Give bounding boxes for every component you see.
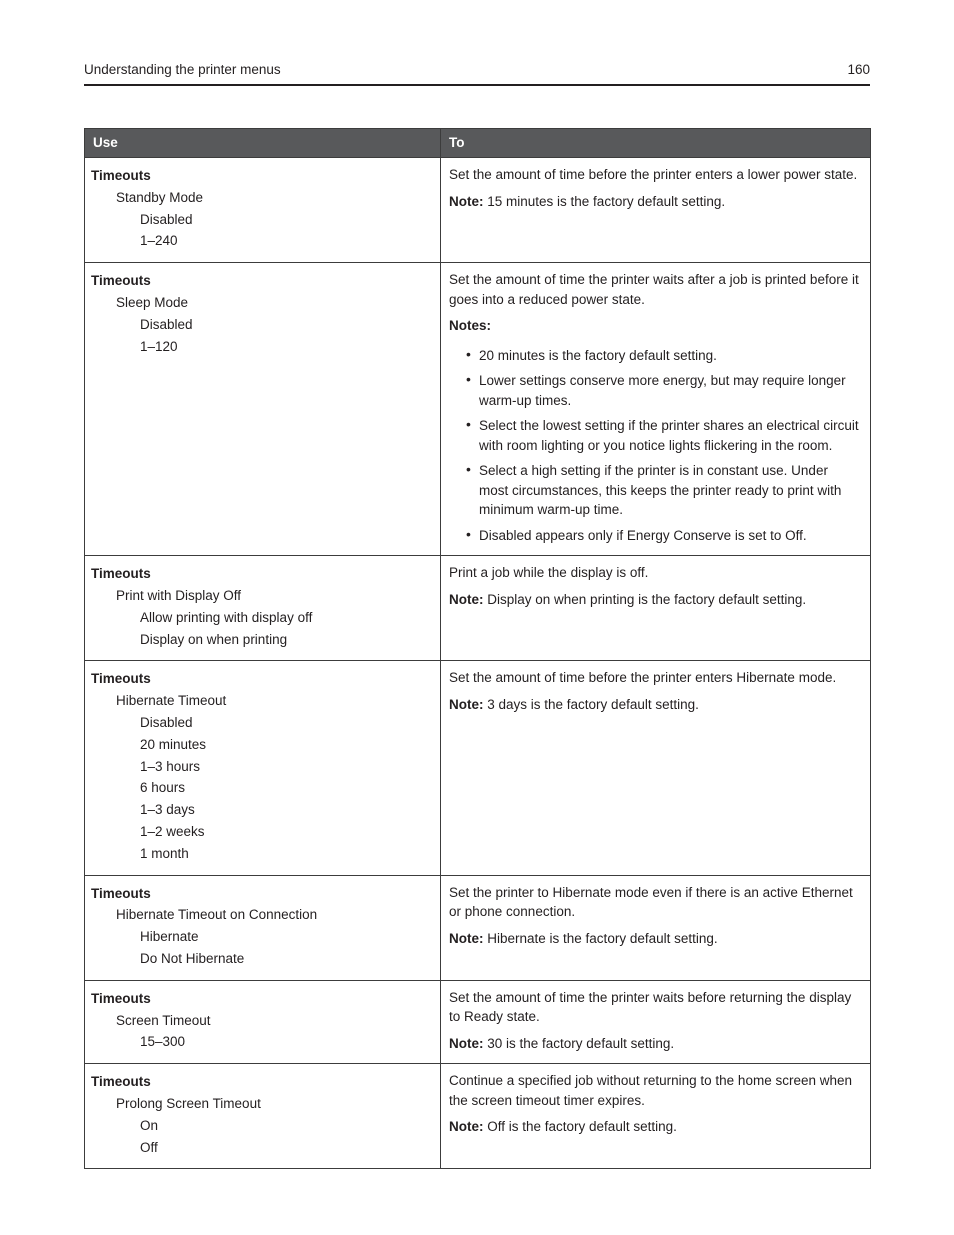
page-number: 160 (847, 62, 870, 77)
menu-item: Hibernate Timeout on Connection (116, 907, 318, 923)
menu-group-name: Timeouts (91, 990, 151, 1006)
note-paragraph (449, 1117, 860, 1137)
menu-group-name: Timeouts (91, 885, 151, 901)
menu-group-name: Timeouts (91, 273, 151, 289)
table-row (85, 661, 871, 875)
use-cell (85, 875, 441, 980)
menu-item: Do Not Hibernate (140, 950, 245, 966)
table-row (85, 263, 871, 556)
menu-item: Sleep Mode (116, 294, 189, 310)
menu-item: 1–120 (140, 338, 178, 354)
bullet-item: • Disabled appears only if Energy Conserve is set to Off. (479, 526, 860, 546)
to-cell (441, 875, 871, 980)
table-row (85, 875, 871, 980)
running-header: Understanding the printer menus (84, 62, 281, 77)
description-text: Set the amount of time the printer waits before returning the display to Ready state. (449, 989, 852, 1025)
table-row (85, 556, 871, 661)
note-label: Note: (449, 930, 488, 946)
menu-group-name: Timeouts (91, 671, 151, 687)
menu-item: Disabled (140, 714, 193, 730)
note-text: 3 days is the factory default setting. (487, 696, 699, 712)
bullet-item: • Select a high setting if the printer is in constant use. Under most circumstances, this keeps the printer ready to print with minimum warm-up time. (479, 461, 860, 520)
note-text: 30 is the factory default setting. (487, 1035, 675, 1051)
bullet-item: • Select the lowest setting if the printer shares an electrical circuit with room lighting or you notice lights flickering in the room. (479, 416, 860, 455)
note-paragraph (449, 590, 860, 610)
menu-item: 6 hours (140, 780, 186, 796)
use-cell (85, 263, 441, 556)
menu-group-name: Timeouts (91, 566, 151, 582)
page-header (84, 62, 870, 77)
note-paragraph (449, 695, 860, 715)
table-head (85, 129, 871, 158)
note-label: Note: (449, 696, 488, 712)
menu-item: 1–3 hours (140, 758, 201, 774)
note-text: Hibernate is the factory default setting. (487, 930, 718, 946)
description-text: Continue a specified job without returning to the home screen when the screen timeout timer expires. (449, 1073, 852, 1108)
notes-label: Notes: (449, 318, 492, 334)
note-text: 15 minutes is the factory default setting. (487, 193, 726, 209)
menu-item: 1 month (140, 845, 189, 861)
menu-item: Standby Mode (116, 189, 204, 205)
menu-item: Disabled (140, 211, 193, 227)
menu-item: 1–240 (140, 233, 178, 249)
note-text: Off is the factory default setting. (487, 1119, 677, 1135)
menu-group-name: Timeouts (91, 1074, 151, 1090)
menu-item: On (140, 1117, 159, 1133)
header-rule (84, 84, 870, 86)
note-paragraph (449, 929, 860, 949)
note-text: Display on when printing is the factory default setting. (487, 591, 807, 607)
note-paragraph (449, 192, 860, 212)
menu-item: Hibernate (140, 929, 199, 945)
note-paragraph (449, 1034, 860, 1054)
note-label: Note: (449, 1035, 488, 1051)
menu-item: Off (140, 1139, 158, 1155)
use-cell (85, 980, 441, 1064)
bullet-item: • 20 minutes is the factory default setting. (479, 346, 860, 366)
menu-item: 1–3 days (140, 802, 195, 818)
use-cell (85, 556, 441, 661)
description-text: Set the amount of time before the printer enters Hibernate mode. (449, 670, 837, 686)
table-row (85, 1064, 871, 1169)
menu-table (84, 128, 871, 1169)
column-header-to: To (441, 129, 871, 158)
use-cell (85, 1064, 441, 1169)
menu-item: 15–300 (140, 1034, 186, 1050)
bullet-list (449, 346, 860, 546)
description-text: Set the amount of time the printer waits after a job is printed before it goes into a reduced power state. (449, 272, 859, 307)
table-body (85, 158, 871, 1169)
bullet-item: • Lower settings conserve more energy, but may require longer warm-up times. (479, 371, 860, 410)
menu-item: Prolong Screen Timeout (116, 1096, 261, 1112)
menu-item: Display on when printing (140, 631, 288, 647)
menu-group-name: Timeouts (91, 168, 151, 183)
menu-item: Disabled (140, 316, 193, 332)
table-row (85, 980, 871, 1064)
menu-item: Allow printing with display off (140, 609, 313, 625)
column-header-use: Use (85, 129, 441, 158)
use-cell (85, 158, 441, 263)
use-cell (85, 661, 441, 875)
note-label: Note: (449, 1119, 488, 1135)
to-cell (441, 980, 871, 1064)
to-cell (441, 263, 871, 556)
description-text: Set the printer to Hibernate mode even if there is an active Ethernet or phone connection. (449, 884, 853, 920)
table-row (85, 158, 871, 263)
note-label: Note: (449, 193, 488, 209)
note-label: Note: (449, 591, 488, 607)
menu-item: 1–2 weeks (140, 823, 205, 839)
menu-item: Hibernate Timeout (116, 693, 227, 709)
menu-item: Screen Timeout (116, 1012, 211, 1028)
to-cell (441, 661, 871, 875)
to-cell (441, 556, 871, 661)
menu-item: Print with Display Off (116, 587, 242, 603)
to-cell (441, 158, 871, 263)
description-text: Print a job while the display is off. (449, 565, 649, 581)
table-header-row (85, 129, 871, 158)
menu-item: 20 minutes (140, 736, 207, 752)
description-text: Set the amount of time before the printer enters a lower power state. (449, 167, 858, 182)
to-cell (441, 1064, 871, 1169)
